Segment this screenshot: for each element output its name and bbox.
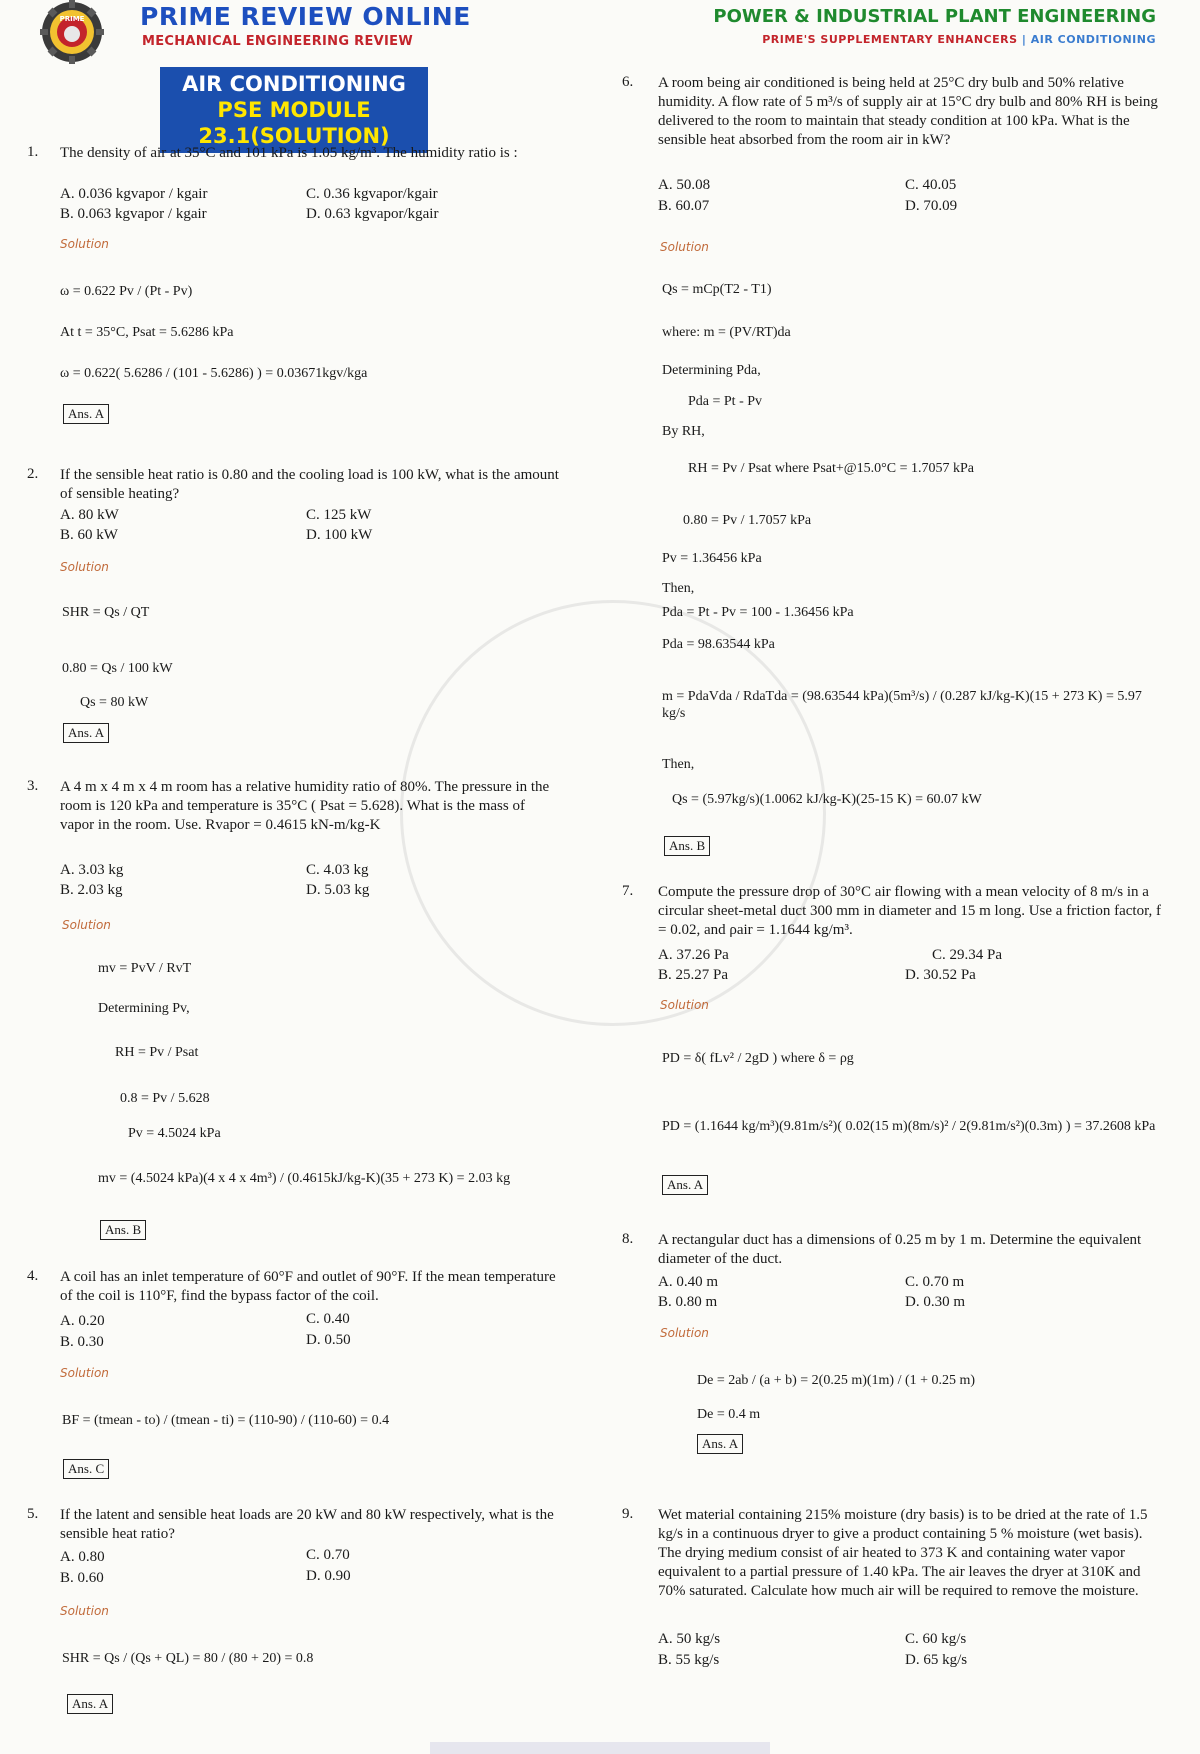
option: C. 125 kW — [306, 507, 372, 523]
equation-line: Determining Pda, — [662, 363, 761, 378]
option: B. 0.063 kgvapor / kgair — [60, 206, 207, 222]
option: A. 37.26 Pa — [658, 947, 729, 963]
equation-line: ω = 0.622 Pv / (Pt - Pv) — [60, 284, 193, 299]
option: A. 0.80 — [60, 1549, 105, 1565]
equation-line: ω = 0.622( 5.6286 / (101 - 5.6286) ) = 0.03671kgv/kga — [60, 366, 368, 381]
equation-line: 0.80 = Pv / 1.7057 kPa — [683, 513, 812, 528]
module-title-box — [160, 67, 428, 153]
question-text: Wet material containing 215% moisture (dry basis) is to be dried at the rate of 1.5 kg/s in a continuous dryer to give a product containing 5 % moisture (wet basis). The drying medium consist of air heated to 373 K and containing water vapor equivalent to a partial pressure of 1.40 kPa. The air leaves the dryer at 310K and 70% saturated. Calculate how much air will be required to remove the moisture. — [658, 1507, 1148, 1599]
option: D. 0.50 — [306, 1332, 351, 1348]
option: D. 0.63 kgvapor/kgair — [306, 206, 439, 222]
question-number: 6. — [622, 74, 634, 90]
brand-title: PRIME REVIEW ONLINE — [140, 2, 471, 31]
equation-line: RH = Pv / Psat where Psat+@15.0°C = 1.7057 kPa — [688, 461, 975, 476]
svg-text:PRIME: PRIME — [59, 15, 85, 23]
equation-line: Pda = 98.63544 kPa — [662, 637, 775, 652]
option: A. 50 kg/s — [658, 1631, 721, 1647]
question-text: A 4 m x 4 m x 4 m room has a relative humidity ratio of 80%. The pressure in the room is 120 kPa and temperature is 35°C ( Psat = 5.628). What is the mass of vapor in the room. Use. Rvapor = 0.4615 kN-m/kg-K — [60, 779, 550, 833]
solution-label: Solution — [62, 918, 111, 932]
equation-line: De = 0.4 m — [697, 1407, 761, 1422]
option: D. 0.90 — [306, 1568, 351, 1584]
answer-box: Ans. A — [662, 1175, 708, 1195]
course-subtitle-a: PRIME'S SUPPLEMENTARY ENHANCERS — [762, 33, 1018, 46]
equation-line: By RH, — [662, 424, 705, 439]
question-text: A room being air conditioned is being held at 25°C dry bulb and 50% relative humidity. A flow rate of 5 m³/s of supply air at 15°C dry bulb and 80% RH is being delivered to the room to maintain that steady condition at 100 kPa. What is the sensible heat absorbed from the room air in kW? — [658, 75, 1158, 148]
equation-line: BF = (tmean - to) / (tmean - ti) = (110-90) / (110-60) = 0.4 — [62, 1413, 390, 1428]
solution-label: Solution — [60, 560, 109, 574]
module-title: AIR CONDITIONING — [182, 72, 406, 96]
solution-label: Solution — [60, 237, 109, 251]
solution-label: Solution — [660, 1326, 709, 1340]
option: B. 55 kg/s — [658, 1652, 720, 1668]
equation-line: Pv = 4.5024 kPa — [128, 1126, 221, 1141]
equation-line: Qs = (5.97kg/s)(1.0062 kJ/kg-K)(25-15 K) = 60.07 kW — [672, 792, 982, 807]
equation-line: Determining Pv, — [98, 1001, 190, 1016]
option: D. 5.03 kg — [306, 882, 370, 898]
option: C. 0.36 kgvapor/kgair — [306, 186, 438, 202]
equation-line: Qs = 80 kW — [80, 695, 149, 710]
option: C. 60 kg/s — [905, 1631, 967, 1647]
option: C. 4.03 kg — [306, 862, 369, 878]
equation-line: PD = δ( fLv² / 2gD ) where δ = ρg — [662, 1051, 854, 1066]
option: A. 0.036 kgvapor / kgair — [60, 186, 208, 202]
option: A. 3.03 kg — [60, 862, 124, 878]
equation-line: Then, — [662, 581, 695, 596]
option: D. 70.09 — [905, 198, 958, 214]
solution-label: Solution — [60, 1366, 109, 1380]
course-subtitle-sep: | — [1021, 33, 1027, 46]
option: D. 65 kg/s — [905, 1652, 968, 1668]
answer-box: Ans. A — [697, 1434, 743, 1454]
equation-line: Then, — [662, 757, 695, 772]
module-subtitle: PSE MODULE 23.1(SOLUTION) — [198, 98, 390, 148]
equation-line: where: m = (PV/RT)da — [662, 325, 791, 340]
question-number: 9. — [622, 1506, 634, 1522]
option: C. 0.70 — [306, 1547, 350, 1563]
course-title: POWER & INDUSTRIAL PLANT ENGINEERING — [713, 6, 1156, 27]
equation-line: Pda = Pt - Pv — [688, 394, 763, 409]
option: C. 0.40 — [306, 1311, 350, 1327]
question-number: 8. — [622, 1231, 634, 1247]
equation-line: SHR = Qs / QT — [62, 605, 150, 620]
question-number: 3. — [27, 778, 39, 794]
question-number: 4. — [27, 1268, 39, 1284]
option: A. 0.40 m — [658, 1274, 718, 1290]
answer-box: Ans. A — [63, 404, 109, 424]
question-text: If the sensible heat ratio is 0.80 and the cooling load is 100 kW, what is the amount of sensible heating? — [60, 467, 559, 502]
course-subtitle — [762, 33, 1156, 46]
answer-box: Ans. A — [63, 723, 109, 743]
equation-line: Pda = Pt - Pv = 100 - 1.36456 kPa — [662, 605, 854, 620]
solution-label: Solution — [660, 998, 709, 1012]
equation-line: 0.80 = Qs / 100 kW — [62, 661, 173, 676]
option: D. 0.30 m — [905, 1294, 965, 1310]
equation-line: RH = Pv / Psat — [115, 1045, 199, 1060]
option: A. 0.20 — [60, 1313, 105, 1329]
option: C. 29.34 Pa — [932, 947, 1003, 963]
question-text: The density of air at 35°C and 101 kPa is 1.05 kg/m³. The humidity ratio is : — [60, 145, 518, 161]
answer-box: Ans. C — [63, 1459, 109, 1479]
answer-box: Ans. B — [664, 836, 710, 856]
question-number: 5. — [27, 1506, 39, 1522]
answer-box: Ans. A — [67, 1694, 113, 1714]
equation-line: At t = 35°C, Psat = 5.6286 kPa — [60, 325, 234, 340]
question-text: If the latent and sensible heat loads are 20 kW and 80 kW respectively, what is the sensible heat ratio? — [60, 1507, 554, 1542]
option: D. 100 kW — [306, 527, 373, 543]
course-subtitle-b: AIR CONDITIONING — [1030, 33, 1156, 46]
option: B. 60 kW — [60, 527, 118, 543]
option: A. 80 kW — [60, 507, 119, 523]
question-number: 2. — [27, 466, 39, 482]
equation-line: Pv = 1.36456 kPa — [662, 551, 762, 566]
option: B. 0.60 — [60, 1570, 104, 1586]
question-number: 7. — [622, 883, 634, 899]
equation-line: mv = PvV / RvT — [98, 961, 192, 976]
equation-line: m = PdaVda / RdaTda = (98.63544 kPa)(5m³/s) / (0.287 kJ/kg-K)(15 + 273 K) = 5.97 kg/s — [662, 689, 1142, 721]
equation-line: De = 2ab / (a + b) = 2(0.25 m)(1m) / (1 + 0.25 m) — [697, 1373, 976, 1388]
question-text: A rectangular duct has a dimensions of 0.25 m by 1 m. Determine the equivalent diameter of the duct. — [658, 1232, 1142, 1267]
option: B. 2.03 kg — [60, 882, 123, 898]
page-bottom-strip — [430, 1742, 770, 1754]
equation-line: SHR = Qs / (Qs + QL) = 80 / (80 + 20) = 0.8 — [62, 1651, 314, 1666]
option: D. 30.52 Pa — [905, 967, 976, 983]
prime-logo-icon — [40, 0, 104, 64]
option: B. 0.80 m — [658, 1294, 718, 1310]
option: B. 25.27 Pa — [658, 967, 729, 983]
equation-line: Qs = mCp(T2 - T1) — [662, 282, 772, 297]
option: A. 50.08 — [658, 177, 711, 193]
option: C. 40.05 — [905, 177, 957, 193]
answer-box: Ans. B — [100, 1220, 146, 1240]
option: B. 60.07 — [658, 198, 710, 214]
question-text: Compute the pressure drop of 30°C air flowing with a mean velocity of 8 m/s in a circular sheet-metal duct 300 mm in diameter and 15 m long. Use a friction factor, f = 0.02, and ρair = 1.1644 kg/m³. — [658, 884, 1161, 938]
solution-label: Solution — [660, 240, 709, 254]
brand-subtitle: MECHANICAL ENGINEERING REVIEW — [142, 34, 413, 49]
question-number: 1. — [27, 144, 39, 160]
equation-line: 0.8 = Pv / 5.628 — [120, 1091, 210, 1106]
option: B. 0.30 — [60, 1334, 104, 1350]
equation-line: PD = (1.1644 kg/m³)(9.81m/s²)( 0.02(15 m)(8m/s)² / 2(9.81m/s²)(0.3m) ) = 37.2608 kPa — [662, 1119, 1156, 1134]
equation-line: mv = (4.5024 kPa)(4 x 4 x 4m³) / (0.4615kJ/kg-K)(35 + 273 K) = 2.03 kg — [98, 1171, 511, 1186]
question-text: A coil has an inlet temperature of 60°F and outlet of 90°F. If the mean temperature of the coil is 110°F, find the bypass factor of the coil. — [60, 1269, 556, 1304]
solution-label: Solution — [60, 1604, 109, 1618]
option: C. 0.70 m — [905, 1274, 965, 1290]
